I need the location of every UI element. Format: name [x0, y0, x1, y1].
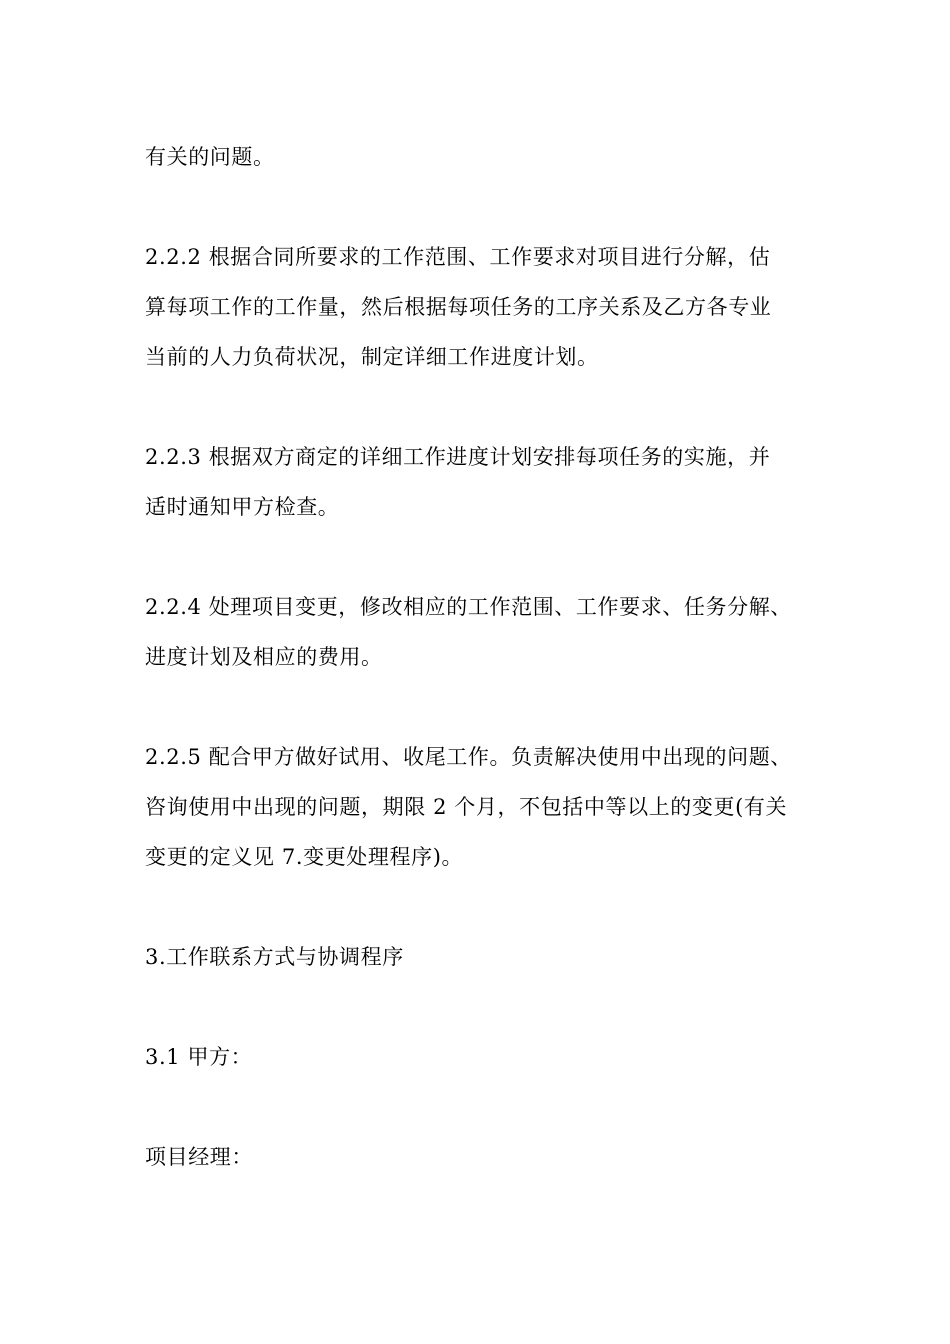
text-line: 3.1 甲方：: [145, 1045, 253, 1069]
section-heading-3-1: [145, 1032, 815, 1082]
paragraph-continuation: [145, 132, 815, 182]
paragraph-2-2-5: [145, 732, 815, 882]
text-line: 咨询使用中出现的问题，期限 2 个月，不包括中等以上的变更(有关: [145, 795, 788, 819]
text-line: 2.2.3 根据双方商定的详细工作进度计划安排每项任务的实施，并: [145, 445, 771, 469]
text-line: 算每项工作的工作量，然后根据每项任务的工序关系及乙方各专业: [145, 295, 772, 319]
text-line: 2.2.4 处理项目变更，修改相应的工作范围、工作要求、任务分解、: [145, 595, 792, 619]
text-line: 2.2.2 根据合同所要求的工作范围、工作要求对项目进行分解，估: [145, 245, 771, 269]
section-heading-3: [145, 932, 815, 982]
paragraph-2-2-2: [145, 232, 815, 382]
text-line: 适时通知甲方检查。: [145, 495, 340, 519]
text-line: 变更的定义见 7.变更处理程序)。: [145, 845, 464, 869]
text-line: 项目经理：: [145, 1145, 253, 1169]
paragraph-2-2-3: [145, 432, 815, 532]
text-line: 当前的人力负荷状况，制定详细工作进度计划。: [145, 345, 599, 369]
text-line: 有关的问题。: [145, 145, 275, 169]
document-body: [145, 132, 815, 1232]
paragraph-2-2-4: [145, 582, 815, 682]
text-line: 2.2.5 配合甲方做好试用、收尾工作。负责解决使用中出现的问题、: [145, 745, 792, 769]
text-line: 进度计划及相应的费用。: [145, 645, 383, 669]
text-line: 3.工作联系方式与协调程序: [145, 945, 404, 969]
field-label-project-manager: [145, 1132, 815, 1182]
